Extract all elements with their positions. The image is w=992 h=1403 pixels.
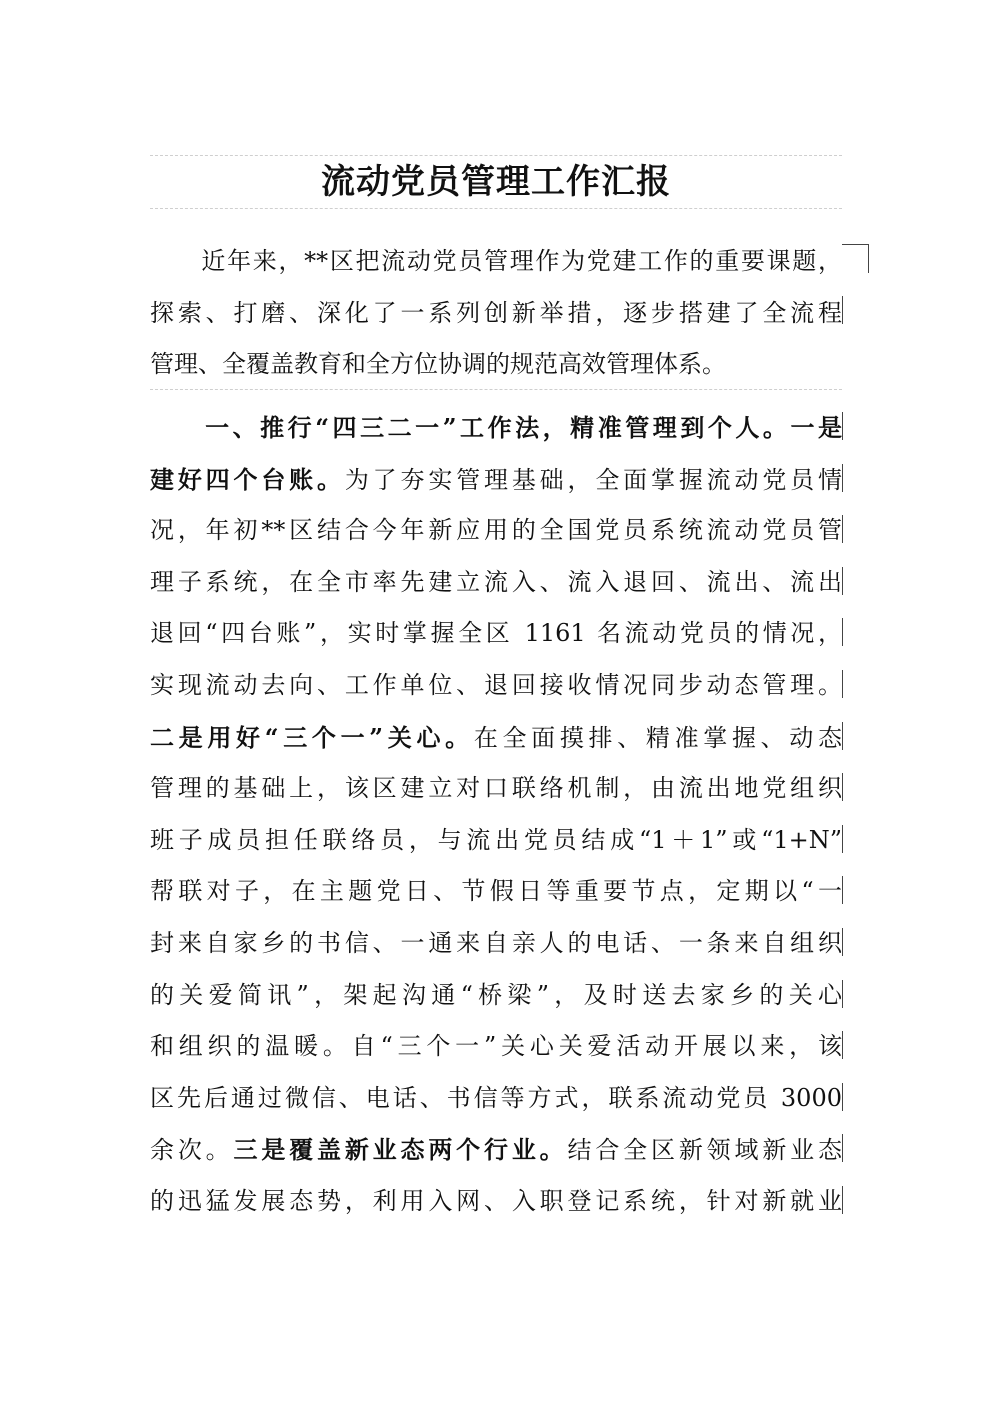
- bold-phrase: 二是用好“三个一”关心。: [150, 722, 474, 752]
- header-bottom-rule: [150, 208, 842, 209]
- body-text: 余次。: [150, 1136, 234, 1165]
- margin-boundary-mark: [842, 618, 843, 646]
- body-line: [150, 712, 842, 764]
- margin-boundary-mark: [842, 722, 843, 750]
- margin-boundary-mark: [842, 1186, 843, 1214]
- body-line: 帮联对子，在主题党日、节假日等重要节点，定期以“一: [150, 877, 842, 906]
- body-line: 的关爱简讯”，架起沟通“桥梁”，及时送去家乡的关心: [150, 980, 842, 1009]
- section-heading-line: 一、推行“四三二一”工作法，精准管理到个人。一是: [150, 413, 842, 442]
- margin-boundary-mark: [842, 567, 843, 595]
- body-line: [150, 454, 842, 506]
- body-line: 理子系统，在全市率先建立流入、流入退回、流出、流出: [150, 567, 842, 596]
- section-one-paragraph: [150, 402, 842, 1228]
- margin-boundary-mark: [842, 773, 843, 801]
- body-line: 和组织的温暖。自“三个一”关心关爱活动开展以来，该: [150, 1032, 842, 1061]
- body-line: 况，年初**区结合今年新应用的全国党员系统流动党员管: [150, 516, 842, 545]
- margin-boundary-mark: [842, 1134, 843, 1162]
- body-line: 班子成员担任联络员，与流出党员结成“1＋1”或“1+N”: [150, 825, 842, 854]
- body-text: 在全面摸排、精准掌握、动态: [473, 723, 842, 752]
- bold-phrase: 建好四个台账。: [150, 464, 345, 494]
- body-text: 为了夯实管理基础，全面掌握流动党员情: [344, 465, 842, 494]
- margin-boundary-mark: [842, 670, 843, 698]
- margin-boundary-mark: [842, 928, 843, 956]
- intro-line: 探索、打磨、深化了一系列创新举措，逐步搭建了全流程: [150, 298, 842, 327]
- body-line: 管理的基础上，该区建立对口联络机制，由流出地党组织: [150, 774, 842, 803]
- margin-boundary-mark: [842, 876, 843, 904]
- bold-phrase: 三是覆盖新业态两个行业。: [233, 1135, 568, 1165]
- document-title: 流动党员管理工作汇报: [321, 162, 671, 202]
- intro-line: 管理、全覆盖教育和全方位协调的规范高效管理体系。: [150, 350, 726, 379]
- body-line: 区先后通过微信、电话、书信等方式，联系流动党员 3000: [150, 1083, 842, 1112]
- margin-boundary-mark: [842, 515, 843, 543]
- body-line: [150, 1124, 842, 1176]
- body-line: 的迅猛发展态势，利用入网、入职登记系统，针对新就业: [150, 1186, 842, 1215]
- body-line: 实现流动去向、工作单位、退回接收情况同步动态管理。: [150, 670, 842, 699]
- margin-corner-mark: [842, 244, 869, 273]
- margin-boundary-mark: [842, 1031, 843, 1059]
- body-line: 退回“四台账”，实时掌握全区 1161 名流动党员的情况，: [150, 619, 842, 648]
- body-line: 封来自家乡的书信、一通来自亲人的电话、一条来自组织: [150, 928, 842, 957]
- intro-paragraph: [150, 236, 842, 391]
- margin-boundary-mark: [842, 296, 843, 324]
- header-top-rule: [150, 155, 842, 156]
- margin-boundary-mark: [842, 1083, 843, 1111]
- body-text: 结合全区新领域新业态: [567, 1136, 842, 1165]
- margin-boundary-mark: [842, 980, 843, 1008]
- intro-line: 近年来，**区把流动党员管理作为党建工作的重要课题，: [150, 247, 842, 275]
- margin-boundary-mark: [842, 412, 843, 440]
- margin-boundary-mark: [842, 825, 843, 853]
- margin-boundary-mark: [842, 464, 843, 492]
- paragraph-divider-rule: [150, 389, 842, 390]
